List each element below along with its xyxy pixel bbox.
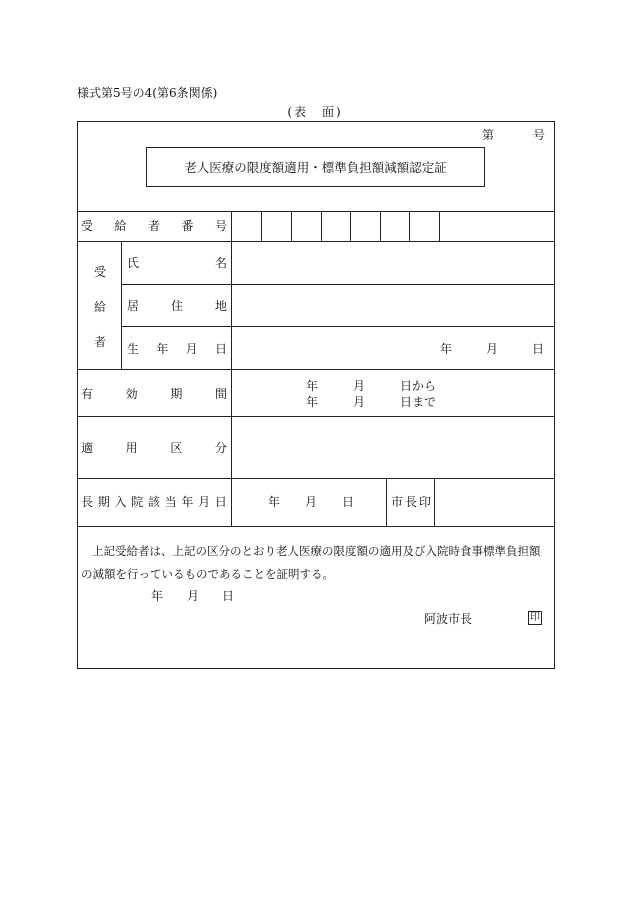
validity-from-day: 日から [400,379,437,393]
form-number-label: 様式第5号の4(第6条関係) [77,86,218,100]
certificate-title-text: 老人医療の限度額適用・標準負担額減額認定証 [184,160,447,175]
city-mayor-seal-label: 市長印 [391,495,434,509]
divider [77,369,555,370]
statement-month: 月 [187,589,200,603]
birth-day: 日 [532,342,545,356]
long-term-label: 長 期 入 院 該 当 年 月 日 [81,495,227,509]
recipient-group-label: 者 [94,335,107,349]
certificate-title [146,147,485,187]
issuer: 阿波市長 [424,612,473,626]
name-label: 氏 名 [127,256,227,270]
seal-cell-divider [434,478,435,526]
validity-from-year: 年 [306,379,319,393]
divider [121,326,555,327]
digit-cell-divider [439,211,440,241]
digit-cell-divider [409,211,410,241]
validity-label: 有 効 期 間 [81,387,227,401]
long-term-month: 月 [305,495,318,509]
statement-line-2: の減額を行っているものであることを証明する。 [81,567,334,581]
statement-day: 日 [222,589,235,603]
validity-to-month: 月 [353,395,366,409]
divider [121,284,555,285]
number-suffix: 号 [533,128,546,142]
statement-year: 年 [151,589,164,603]
category-label: 適 用 区 分 [81,441,227,455]
digit-cell-divider [380,211,381,241]
recipient-group-label: 受 [94,265,107,279]
recipient-group-divider [121,241,122,369]
long-term-year: 年 [268,495,281,509]
divider [77,478,555,479]
number-prefix: 第 [482,128,495,142]
side-label: (表 面) [287,105,343,119]
digit-cell-divider [291,211,292,241]
seal-mark: 印 [530,612,540,623]
divider [77,241,555,242]
label-column-divider [231,211,232,526]
digit-cell-divider [321,211,322,241]
birth-date-label: 生 年 月 日 [127,342,227,356]
validity-to-day: 日まで [400,395,437,409]
birth-month: 月 [486,342,499,356]
validity-from-month: 月 [353,379,366,393]
divider [77,211,555,212]
digit-cell-divider [261,211,262,241]
recipient-number-label: 受 給 者 番 号 [81,219,227,233]
long-term-day: 日 [342,495,355,509]
address-label: 居 住 地 [127,299,227,313]
divider [77,416,555,417]
seal-cell-divider [386,478,387,526]
digit-cell-divider [350,211,351,241]
birth-year: 年 [440,342,453,356]
recipient-group-label: 給 [94,300,107,314]
statement-line-1: 上記受給者は、上記の区分のとおり老人医療の限度額の適用及び入院時食事標準負担額 [92,544,541,558]
divider [77,526,555,527]
validity-to-year: 年 [306,395,319,409]
